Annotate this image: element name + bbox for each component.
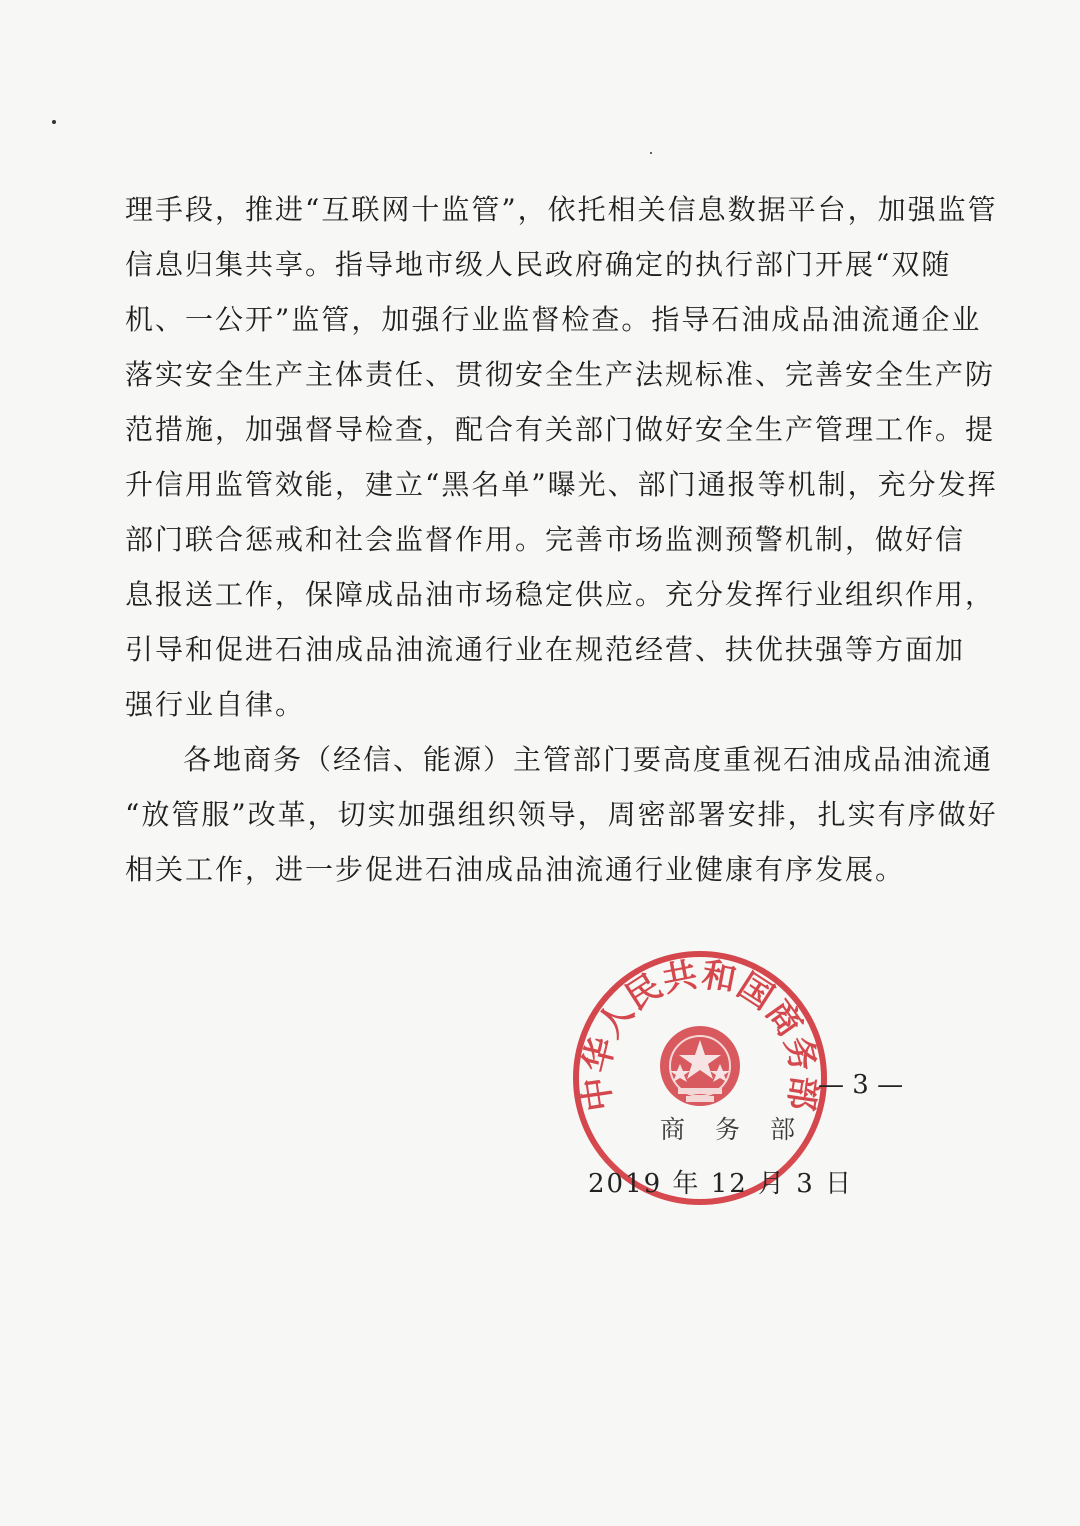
national-emblem [660,1026,740,1106]
paragraph-1-line: 升信用监管效能，建立“黑名单”曝光、部门通报等机制，充分发挥 [125,468,998,501]
paragraph-2-line: 各地商务（经信、能源）主管部门要高度重视石油成品油流通 [183,743,994,776]
paragraph-1-line: 部门联合惩戒和社会监督作用。完善市场监测预警机制，做好信 [125,523,966,556]
page-number: — 3 — [818,1070,904,1100]
paragraph-1-line: 机、一公开”监管，加强行业监督检查。指导石油成品油流通企业 [125,303,982,336]
paragraph-2-line: “放管服”改革，切实加强组织领导，周密部署安排，扎实有序做好 [125,798,998,831]
paragraph-1-line: 息报送工作，保障成品油市场稳定供应。充分发挥行业组织作用， [125,578,996,611]
paragraph-1-line: 落实安全生产主体责任、贯彻安全生产法规标准、完善安全生产防 [125,358,996,391]
paragraph-1-line: 理手段，推进“互联网十监管”，依托相关信息数据平台，加强监管 [125,193,998,226]
paragraph-1-line: 强行业自律。 [125,688,306,721]
scan-speck [52,120,56,124]
paragraph-1-line: 引导和促进石油成品油流通行业在规范经营、扶优扶强等方面加 [125,633,966,666]
scan-speck [650,152,652,154]
paragraph-2-line: 相关工作，进一步促进石油成品油流通行业健康有序发展。 [125,853,906,886]
seal-arc-text: 中华人民共和国商务部 [575,954,825,1114]
paragraph-1-line: 范措施，加强督导检查，配合有关部门做好安全生产管理工作。提 [125,413,996,446]
signature-date: 2019 年 12 月 3 日 [588,1169,854,1199]
document-body [125,182,998,897]
paragraph-1-line: 信息归集共享。指导地市级人民政府确定的执行部门开展“双随 [125,248,952,281]
signature-organization: 商务部 [660,1115,826,1144]
